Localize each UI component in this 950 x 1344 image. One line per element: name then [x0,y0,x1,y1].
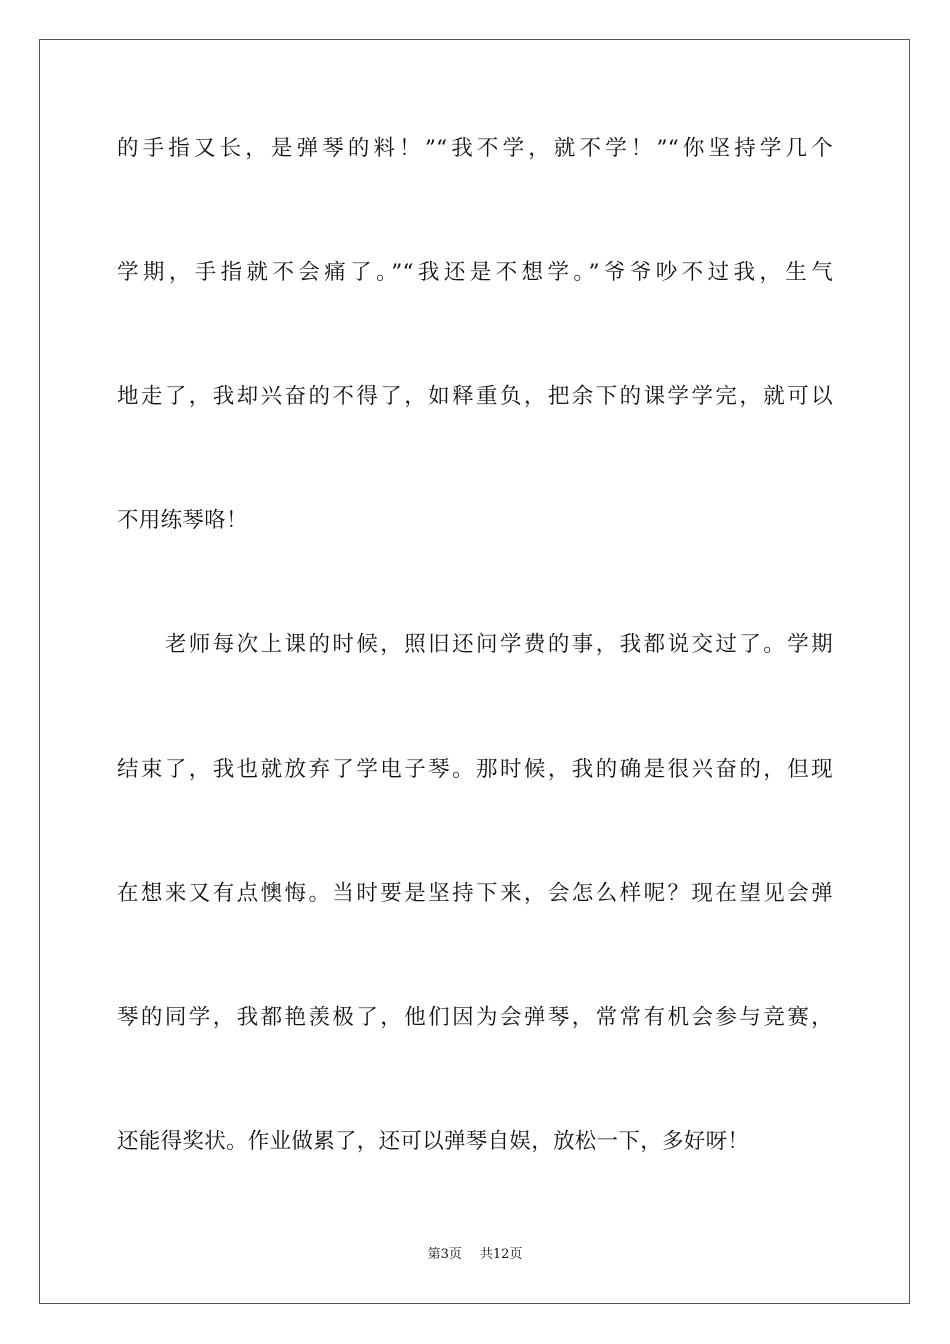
page-total: 共12页 [479,1247,523,1262]
body-line-6: 结束了，我也就放弃了学电子琴。那时候，我的确是很兴奋的，但现 [117,757,833,782]
body-line-3: 地走了，我却兴奋的不得了，如释重负，把余下的课学学完，就可以 [117,384,833,409]
page-frame [39,39,910,1304]
body-line-8: 琴的同学，我都艳羡极了，他们因为会弹琴，常常有机会参与竞赛， [117,1005,833,1030]
body-line-7: 在想来又有点懊悔。当时要是坚持下来，会怎么样呢？现在望见会弹 [117,881,833,906]
body-line-4: 不用练琴咯！ [117,508,248,533]
body-line-2: 学期，手指就不会痛了。”“我还是不想学。”爷爷吵不过我，生气 [117,260,833,285]
body-line-9: 还能得奖状。作业做累了，还可以弹琴自娱，放松一下，多好呀！ [117,1129,750,1154]
page-footer [0,1246,950,1264]
body-line-5: 老师每次上课的时候，照旧还问学费的事，我都说交过了。学期 [117,632,833,657]
page-number: 第3页 [427,1247,462,1262]
body-line-1: 的手指又长，是弹琴的料！”“我不学，就不学！”“你坚持学几个 [117,136,833,161]
